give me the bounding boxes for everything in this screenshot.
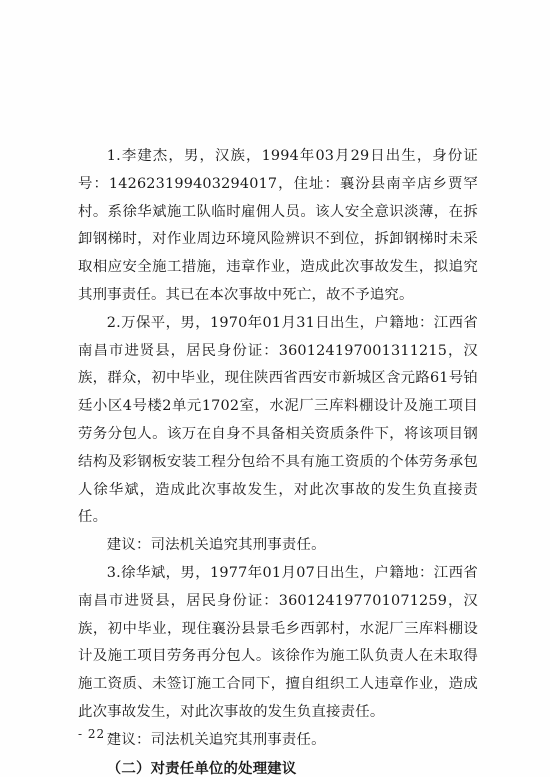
recommendation-xu-huabin: 建议：司法机关追究其刑事责任。	[106, 731, 326, 748]
paragraph-wan-baoping: 2.万保平，男，1970年01月31日出生，户籍地：江西省南昌市进贤县，居民身份证：360124197001311215，汉族，群众，初中毕业，现住陕西省西安市新城区含元路61号铂廷小区4号楼2单元1702室，水泥厂三库料棚设计及施工项目劳务分包人。该万在自身不具备相关资质条件下，将该项目钢结构及彩钢板安装工程分包给不具有施工资质的个体劳务承包人徐华斌，造成此次事故发生，对此次事故的发生负直接责任。	[78, 314, 478, 526]
paragraph-li-jianjie: 1.李建杰，男，汉族，1994年03月29日出生，身份证号：142623199403294017，住址：襄汾县南辛店乡贾罕村。系徐华斌施工队临时雇佣人员。该人安全意识淡薄，在拆卸钢梯时，对作业周边环境风险辨识不到位，拆卸钢梯时未采取相应安全施工措施，违章作业，造成此次事故发生，拟追究其刑事责任。其已在本次事故中死亡，故不予追究。	[78, 148, 478, 303]
section-heading: （二）对责任单位的处理建议	[106, 759, 297, 777]
page-number: - 22 -	[78, 727, 116, 741]
paragraph-xu-huabin: 3.徐华斌，男，1977年01月07日出生，户籍地：江西省南昌市进贤县，居民身份证：360124197701071259，汉族，初中毕业，现住襄汾县景毛乡西郭村，水泥厂三库料棚设计及施工项目劳务再分包人。该徐作为施工队负责人在未取得施工资质、未签订施工合同下，擅自组织工人违章作业，造成此次事故发生，对此次事故的发生负直接责任。	[78, 564, 478, 720]
recommendation-wan-baoping: 建议：司法机关追究其刑事责任。	[106, 537, 326, 554]
document-body	[78, 143, 478, 782]
